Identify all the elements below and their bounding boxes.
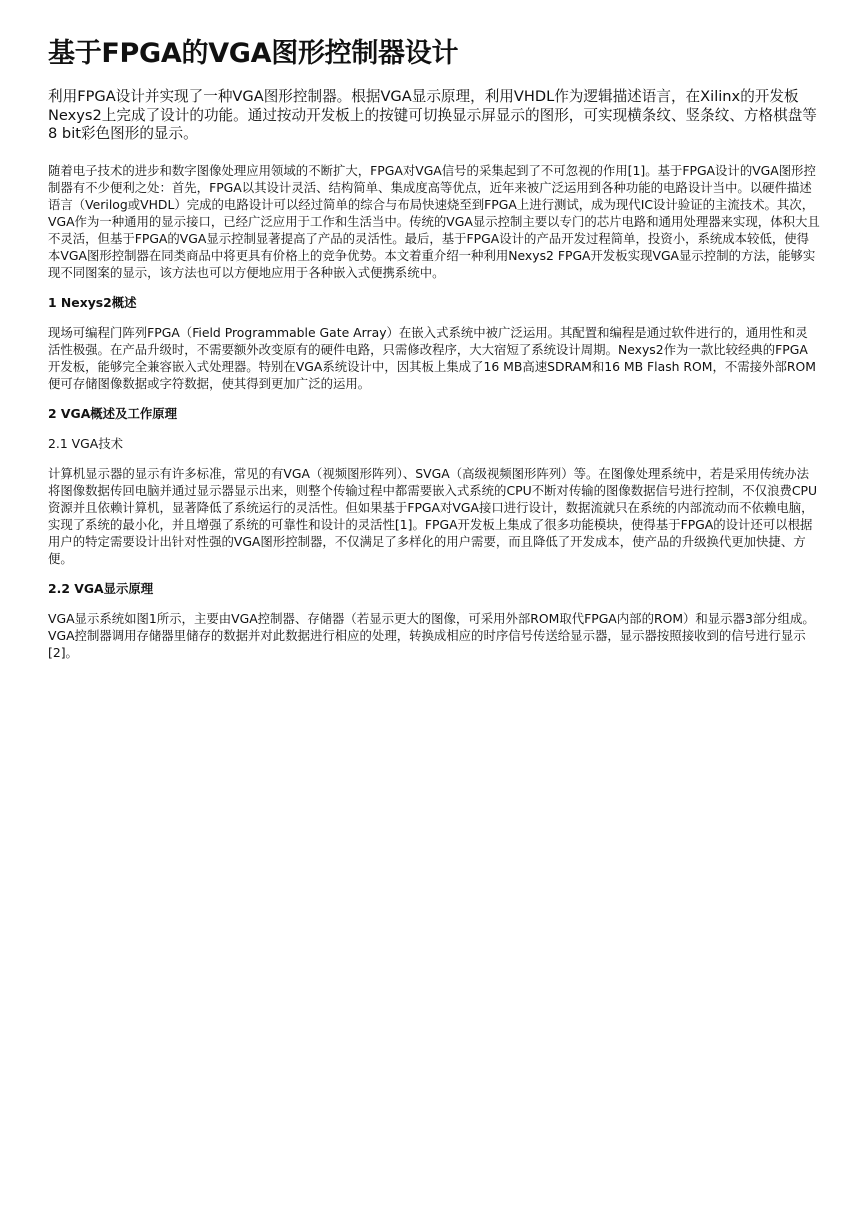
abstract: 利用FPGA设计并实现了一种VGA图形控制器。根据VGA显示原理，利用VHDL作为逻辑描述语言，在Xilinx的开发板Nexys2上完成了设计的功能。通过按动开发板上的按键可切换显示屏显示的图形，可实现横条纹、竖条纹、方格棋盘等8 bit彩色图形的显示。 — [48, 88, 817, 142]
section-paragraph-nexys2: 现场可编程门阵列FPGA（Field Programmable Gate Array）在嵌入式系统中被广泛运用。其配置和编程是通过软件进行的，通用性和灵活性极强。在产品升级时，不需要额外改变原有的硬件电路，只需修改程序，大大宿短了系统设计周期。Nexys2作为一款比较经典的FPGA开发板，能够完全兼容嵌入式处理器。特别在VGA系统设计中，因其板上集成了16 MB高速SDRAM和16 MB Flash ROM，不需接外部ROM便可存储图像数据或字符数据，使其得到更加广泛的运用。 — [48, 324, 816, 391]
subsection-heading-vga-principle: 2.2 VGA显示原理 — [48, 580, 154, 596]
section-heading-nexys2: 1 Nexys2概述 — [48, 294, 137, 310]
article-title: 基于FPGA的VGA图形控制器设计 — [48, 38, 459, 69]
subsection-heading-vga-tech: 2.1 VGA技术 — [48, 435, 123, 451]
subsection-paragraph-vga-tech: 计算机显示器的显示有许多标准，常见的有VGA（视频图形阵列）、SVGA（高级视频图形阵列）等。在图像处理系统中，若是采用传统办法将图像数据传回电脑并通过显示器显示出来，则整个传输过程中都需要嵌入式系统的CPU不断对传输的图像数据信号进行控制，不仅浪费CPU资源并且依赖计算机，显著降低了系统运行的灵活性。但如果基于FPGA对VGA接口进行设计，数据流就只在系统的内部流动而不依赖电脑，实现了系统的最小化，并且增强了系统的可靠性和设计的灵活性[1]。FPGA开发板上集成了很多功能模块，使得基于FPGA的设计还可以根据用户的特定需要设计出针对性强的VGA图形控制器，不仅满足了多样化的用户需要，而且降低了开发成本，使产品的升级换代更加快捷、方便。 — [48, 465, 818, 566]
section-heading-vga-overview: 2 VGA概述及工作原理 — [48, 405, 178, 421]
subsection-paragraph-vga-principle: VGA显示系统如图1所示，主要由VGA控制器、存储器（若显示更大的图像，可采用外部ROM取代FPGA内部的ROM）和显示器3部分组成。VGA控制器调用存储器里储存的数据并对此数据进行相应的处理，转换成相应的时序信号传送给显示器，显示器按照接收到的信号进行显示[2]。 — [48, 610, 815, 660]
introduction-paragraph: 随着电子技术的进步和数字图像处理应用领域的不断扩大，FPGA对VGA信号的采集起到了不可忽视的作用[1]。基于FPGA设计的VGA图形控制器有不少便利之处：首先，FPGA以其设计灵活、结构简单、集成度高等优点，近年来被广泛运用到各种功能的电路设计当中。以硬件描述语言（Verilog或VHDL）完成的电路设计可以经过简单的综合与布局快速烧至到FPGA上进行测试，成为现代IC设计验证的主流技术。其次，VGA作为一种通用的显示接口，已经广泛应用于工作和生活当中。传统的VGA显示控制主要以专门的芯片电路和通用处理器来实现，体积大且不灵活，但基于FPGA的VGA显示控制显著提高了产品的灵活性。最后，基于FPGA设计的产品开发过程简单，投资小，系统成本较低，使得本VGA图形控制器在同类商品中将更具有价格上的竞争优势。本文着重介绍一种利用Nexys2 FPGA开发板实现VGA显示控制的方法，能够实现不同图案的显示，该方法也可以方便地应用于各种嵌入式便携系统中。 — [48, 162, 820, 280]
article — [48, 34, 820, 674]
